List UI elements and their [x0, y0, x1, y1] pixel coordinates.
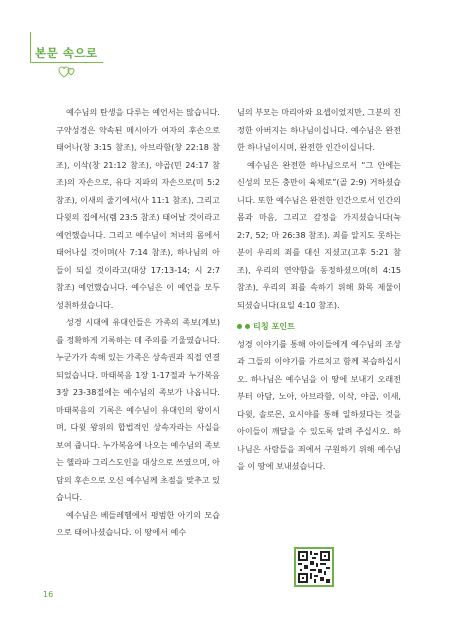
hearts-icon	[58, 64, 78, 80]
left-text-column	[56, 104, 220, 542]
body-paragraph: 예수님은 완전한 하나님으로서 “그 안에는 신성의 모든 충만이 육체로”(골 2:9) 거하셨습니다. 또한 예수님은 완전한 인간으로서 인간의 몸과 마음, 그리고 감정을 가지셨습니다(눅 2:7, 52; 마 26:38 참조). 죄를 알지도 못하는 분이 우리의 죄를 대신 지셨고(고후 5:21 참조), 우리의 연약함을 동정하셨으며(히 4:15 참조), 우리의 죄를 속하기 위해 화목 제물이 되셨습니다(요일 4:10 참조).	[237, 159, 401, 310]
teaching-point-title: 티칭 포인트	[253, 321, 295, 331]
bullet-dot-icon	[237, 324, 242, 329]
qr-code-icon[interactable]	[296, 549, 332, 585]
body-paragraph: 성경 시대에 유대인들은 가족의 족보(계보)를 정확하게 기록하는 데 주의를 기울였습니다. 누군가가 속해 있는 가족은 상속권과 직접 연결되었습니다. 마태복음 1장 1-17절과 누가복음 3장 23-38절에는 예수님의 족보가 나옵니다. 마태복음의 기록은 예수님이 유대인의 왕이시며, 다윗 왕위의 합법적인 상속자라는 사실을 보여 줍니다. 누가복음에 나오는 예수님의 족보는 헬라파 그리스도인을 대상으로 쓰였으며, 아담의 후손으로 오신 예수님께 초점을 맞추고 있습니다.	[56, 317, 220, 502]
bullet-dot-icon	[245, 324, 250, 329]
right-text-column	[237, 104, 401, 476]
body-paragraph: 님의 부모는 마리아와 요셉이었지만, 그분의 진정한 아버지는 하나님이십니다. 예수님은 완전한 하나님이시며, 완전한 인간이십니다.	[237, 107, 401, 152]
teaching-point-text: 성경 이야기를 통해 아이들에게 예수님의 조상과 그들의 이야기를 가르치고 함께 복습하십시오. 하나님은 예수님을 이 땅에 보내기 오래전부터 아담, 노아, 아브라함, 이삭, 야곱, 이새, 다윗, 솔로몬, 요시야를 통해 일하셨다는 것을 아이들이 깨달을 수 있도록 알려 주십시오. 하나님은 사람들을 죄에서 구원하기 위해 예수님을 이 땅에 보내셨습니다.	[237, 338, 401, 471]
section-header-divider	[30, 62, 102, 63]
teaching-point-heading	[237, 318, 401, 336]
section-title: 본문 속으로	[35, 46, 98, 60]
page-number: 16	[43, 590, 54, 599]
body-paragraph: 예수님의 탄생을 다루는 예언서는 많습니다. 구약성경은 약속된 메시아가 여자의 후손으로 태어나(창 3:15 참조), 아브라함(창 22:18 참조), 이삭(창 21:12 참조), 야곱(민 24:17 참조)의 자손으로, 유다 지파의 자손으로(미 5:2 참조), 이새의 줄기에서(사 11:1 참조), 그리고 다윗의 집에서(렘 23:5 참조) 태어날 것이라고 예언했습니다. 그리고 예수님이 처녀의 몸에서 태어나실 것이며(사 7:14 참조), 하나님의 아들이 되실 것이라고(대상 17:13-14; 시 2:7 참조) 예언했습니다. 예수님은 이 예언을 모두 성취하셨습니다.	[56, 107, 220, 310]
body-paragraph: 예수님은 베들레헴에서 평범한 아기의 모습으로 태어나셨습니다. 이 땅에서 예수	[56, 509, 220, 537]
